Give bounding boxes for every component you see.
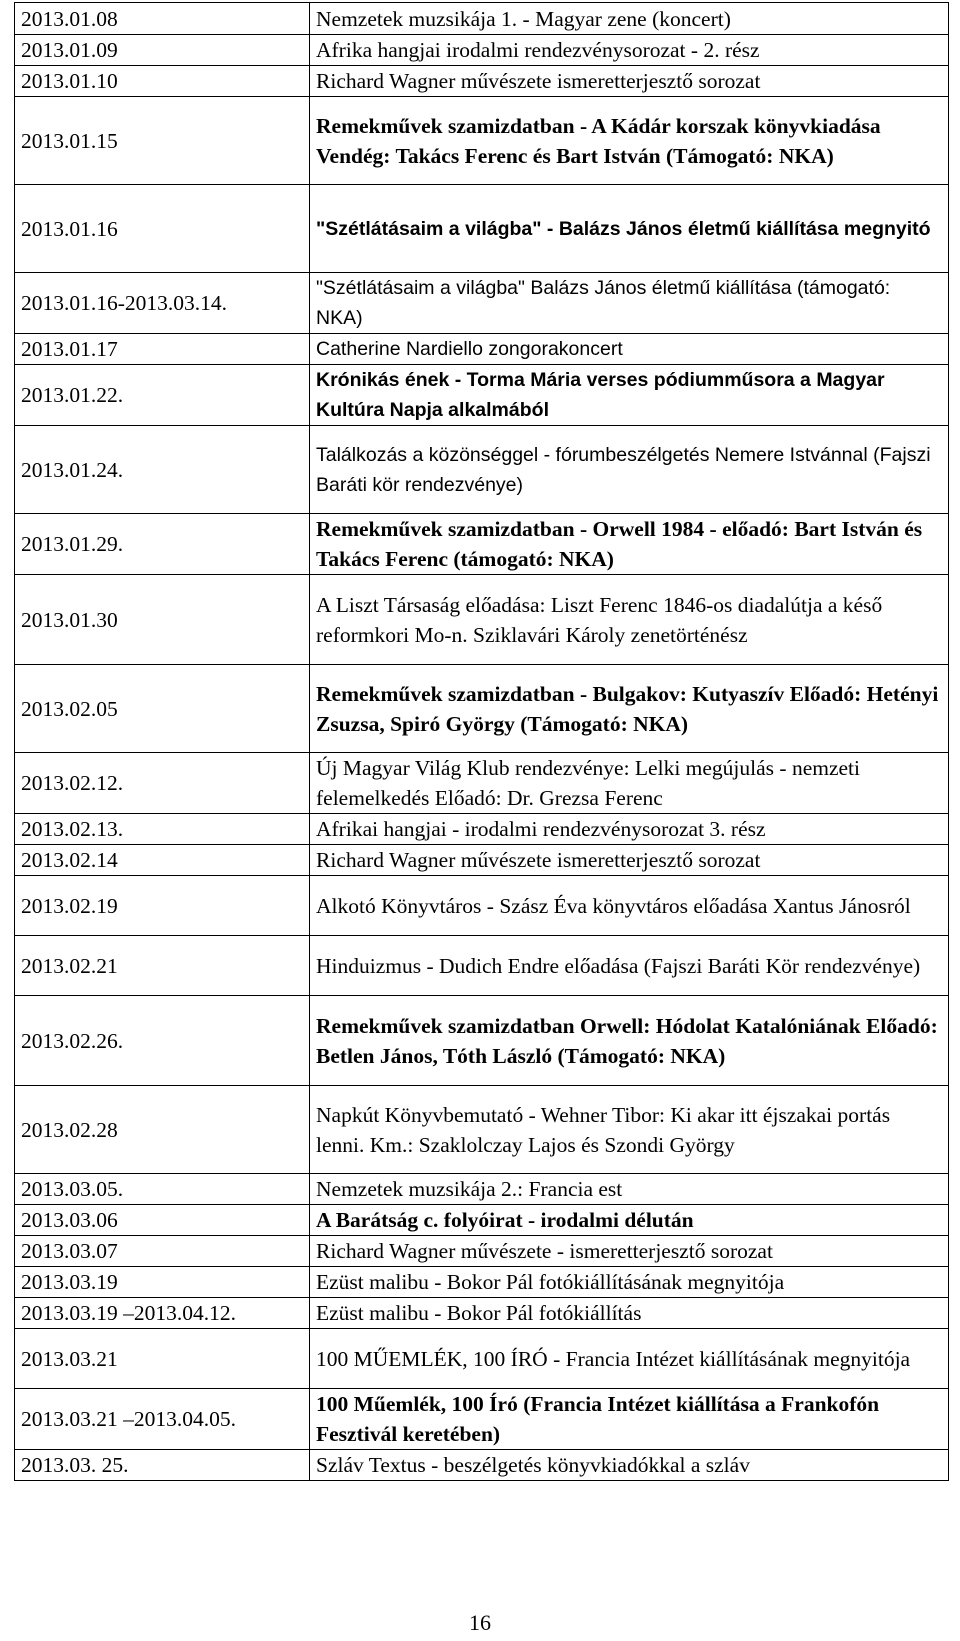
event-row bbox=[15, 753, 949, 814]
event-description: Richard Wagner művészete ismeretterjesztő sorozat bbox=[310, 66, 949, 97]
event-row bbox=[15, 845, 949, 876]
event-description: Alkotó Könyvtáros - Szász Éva könyvtáros előadása Xantus Jánosról bbox=[310, 876, 949, 936]
event-description: Napkút Könyvbemutató - Wehner Tibor: Ki akar itt éjszakai portás lenni. Km.: Szaklolczay Lajos és Szondi György bbox=[310, 1086, 949, 1174]
event-row bbox=[15, 575, 949, 665]
event-date: 2013.02.28 bbox=[15, 1086, 310, 1174]
events-table bbox=[14, 2, 949, 1481]
event-row bbox=[15, 876, 949, 936]
event-date: 2013.01.16 bbox=[15, 185, 310, 273]
event-row bbox=[15, 273, 949, 334]
event-row bbox=[15, 1086, 949, 1174]
event-date: 2013.03.07 bbox=[15, 1236, 310, 1267]
event-row bbox=[15, 1174, 949, 1205]
event-description: Krónikás ének - Torma Mária verses pódiumműsora a Magyar Kultúra Napja alkalmából bbox=[310, 365, 949, 426]
event-row bbox=[15, 665, 949, 753]
event-row bbox=[15, 1450, 949, 1481]
event-date: 2013.01.15 bbox=[15, 97, 310, 185]
event-description: 100 Műemlék, 100 Író (Francia Intézet kiállítása a Frankofón Fesztivál keretében) bbox=[310, 1389, 949, 1450]
event-row bbox=[15, 426, 949, 514]
event-row bbox=[15, 185, 949, 273]
events-body bbox=[15, 3, 949, 1481]
event-row bbox=[15, 3, 949, 35]
event-description: Nemzetek muzsikája 1. - Magyar zene (koncert) bbox=[310, 3, 949, 35]
event-date: 2013.01.24. bbox=[15, 426, 310, 514]
event-date: 2013.02.12. bbox=[15, 753, 310, 814]
event-description: A Liszt Társaság előadása: Liszt Ferenc 1846-os diadalútja a késő reformkori Mo-n. Sziklavári Károly zenetörténész bbox=[310, 575, 949, 665]
event-row bbox=[15, 514, 949, 575]
event-row bbox=[15, 1298, 949, 1329]
event-date: 2013.01.16-2013.03.14. bbox=[15, 273, 310, 334]
event-date: 2013.01.22. bbox=[15, 365, 310, 426]
event-row bbox=[15, 365, 949, 426]
event-row bbox=[15, 814, 949, 845]
event-description: "Szétlátásaim a világba" Balázs János életmű kiállítása (támogató: NKA) bbox=[310, 273, 949, 334]
event-date: 2013.03.06 bbox=[15, 1205, 310, 1236]
event-date: 2013.03.19 –2013.04.12. bbox=[15, 1298, 310, 1329]
event-date: 2013.02.26. bbox=[15, 996, 310, 1086]
event-date: 2013.02.21 bbox=[15, 936, 310, 996]
event-date: 2013.01.08 bbox=[15, 3, 310, 35]
event-description: Afrikai hangjai - irodalmi rendezvénysorozat 3. rész bbox=[310, 814, 949, 845]
event-row bbox=[15, 66, 949, 97]
event-description: Nemzetek muzsikája 2.: Francia est bbox=[310, 1174, 949, 1205]
event-date: 2013.03.19 bbox=[15, 1267, 310, 1298]
event-date: 2013.01.09 bbox=[15, 35, 310, 66]
event-date: 2013.01.30 bbox=[15, 575, 310, 665]
event-description: Remekművek szamizdatban - A Kádár korszak könyvkiadása Vendég: Takács Ferenc és Bart István (Támogató: NKA) bbox=[310, 97, 949, 185]
event-description: Találkozás a közönséggel - fórumbeszélgetés Nemere Istvánnal (Fajszi Baráti kör rendezvénye) bbox=[310, 426, 949, 514]
event-date: 2013.02.14 bbox=[15, 845, 310, 876]
event-date: 2013.01.17 bbox=[15, 334, 310, 365]
event-description: Richard Wagner művészete - ismeretterjesztő sorozat bbox=[310, 1236, 949, 1267]
event-description: Ezüst malibu - Bokor Pál fotókiállítás bbox=[310, 1298, 949, 1329]
event-description: Catherine Nardiello zongorakoncert bbox=[310, 334, 949, 365]
event-row bbox=[15, 1389, 949, 1450]
event-date: 2013.02.05 bbox=[15, 665, 310, 753]
event-row bbox=[15, 334, 949, 365]
event-description: Új Magyar Világ Klub rendezvénye: Lelki megújulás - nemzeti felemelkedés Előadó: Dr. Grezsa Ferenc bbox=[310, 753, 949, 814]
event-date: 2013.02.19 bbox=[15, 876, 310, 936]
event-row bbox=[15, 1236, 949, 1267]
event-description: Afrika hangjai irodalmi rendezvénysorozat - 2. rész bbox=[310, 35, 949, 66]
event-row bbox=[15, 35, 949, 66]
event-description: "Szétlátásaim a világba" - Balázs János életmű kiállítása megnyitó bbox=[310, 185, 949, 273]
event-row bbox=[15, 996, 949, 1086]
event-description: Richard Wagner művészete ismeretterjesztő sorozat bbox=[310, 845, 949, 876]
event-row bbox=[15, 1205, 949, 1236]
event-description: A Barátság c. folyóirat - irodalmi délután bbox=[310, 1205, 949, 1236]
event-row bbox=[15, 1267, 949, 1298]
event-date: 2013.01.10 bbox=[15, 66, 310, 97]
event-row bbox=[15, 97, 949, 185]
event-date: 2013.03.21 –2013.04.05. bbox=[15, 1389, 310, 1450]
event-description: Hinduizmus - Dudich Endre előadása (Fajszi Baráti Kör rendezvénye) bbox=[310, 936, 949, 996]
event-description: Szláv Textus - beszélgetés könyvkiadókkal a szláv bbox=[310, 1450, 949, 1481]
event-description: 100 MŰEMLÉK, 100 ÍRÓ - Francia Intézet kiállításának megnyitója bbox=[310, 1329, 949, 1389]
event-date: 2013.03.21 bbox=[15, 1329, 310, 1389]
event-description: Remekművek szamizdatban Orwell: Hódolat Katalóniának Előadó: Betlen János, Tóth László (Támogató: NKA) bbox=[310, 996, 949, 1086]
event-date: 2013.02.13. bbox=[15, 814, 310, 845]
event-date: 2013.03.05. bbox=[15, 1174, 310, 1205]
event-date: 2013.01.29. bbox=[15, 514, 310, 575]
event-date: 2013.03. 25. bbox=[15, 1450, 310, 1481]
event-row bbox=[15, 936, 949, 996]
event-description: Remekművek szamizdatban - Orwell 1984 - előadó: Bart István és Takács Ferenc (támogató: NKA) bbox=[310, 514, 949, 575]
event-row bbox=[15, 1329, 949, 1389]
event-description: Remekművek szamizdatban - Bulgakov: Kutyaszív Előadó: Hetényi Zsuzsa, Spiró György (Támogató: NKA) bbox=[310, 665, 949, 753]
event-description: Ezüst malibu - Bokor Pál fotókiállításának megnyitója bbox=[310, 1267, 949, 1298]
page-number: 16 bbox=[469, 1610, 491, 1635]
